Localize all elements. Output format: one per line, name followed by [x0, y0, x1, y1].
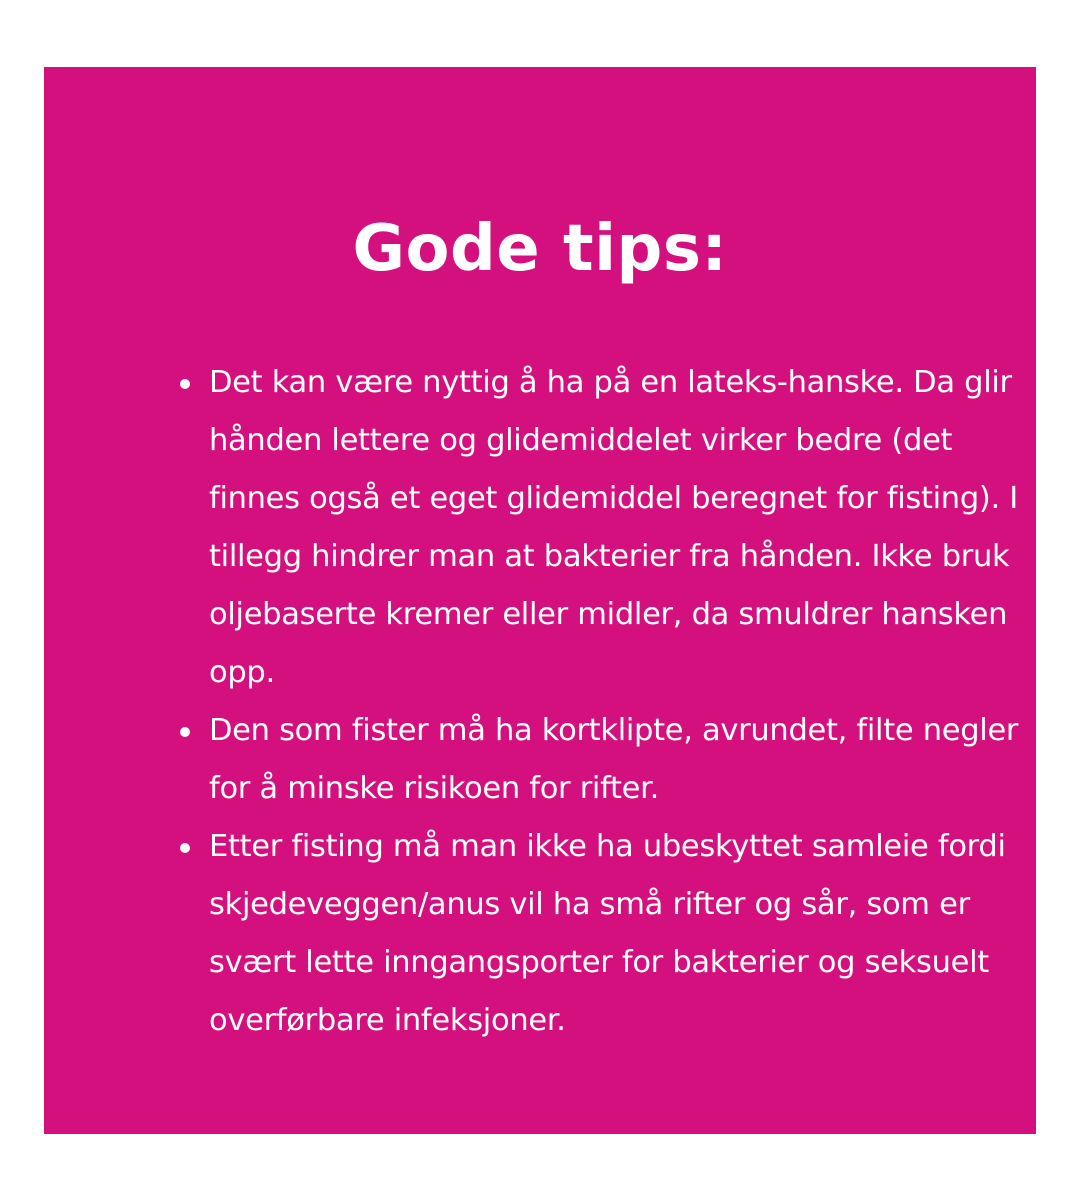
bullet-icon	[180, 727, 190, 737]
tip-text-gloves: Det kan være nyttig å ha på en lateks-hanske. Da glir hånden lettere og glidemiddelet virker bedre (det finnes også et eget glidemiddel beregnet for fisting). I tillegg hindrer man at bakterier fra hånden. Ikke bruk oljebaserte kremer eller midler, da smuldrer hansken opp.	[209, 365, 1018, 690]
tip-item-aftercare	[164, 818, 1024, 1050]
tips-card	[44, 67, 1036, 1134]
bullet-icon	[180, 379, 190, 389]
bullet-icon	[180, 843, 190, 853]
tip-item-gloves	[164, 354, 1024, 702]
tips-list	[164, 354, 1024, 1050]
tip-text-nails: Den som fister må ha kortklipte, avrundet, filte negler for å minske risikoen for rifter.	[209, 713, 1019, 806]
tip-text-aftercare: Etter fisting må man ikke ha ubeskyttet samleie fordi skjedeveggen/anus vil ha små rifter og sår, som er svært lette inngangsporter for bakterier og seksuelt overførbare infeksjoner.	[209, 829, 1006, 1038]
tip-item-nails	[164, 702, 1024, 818]
card-title: Gode tips:	[352, 212, 728, 286]
